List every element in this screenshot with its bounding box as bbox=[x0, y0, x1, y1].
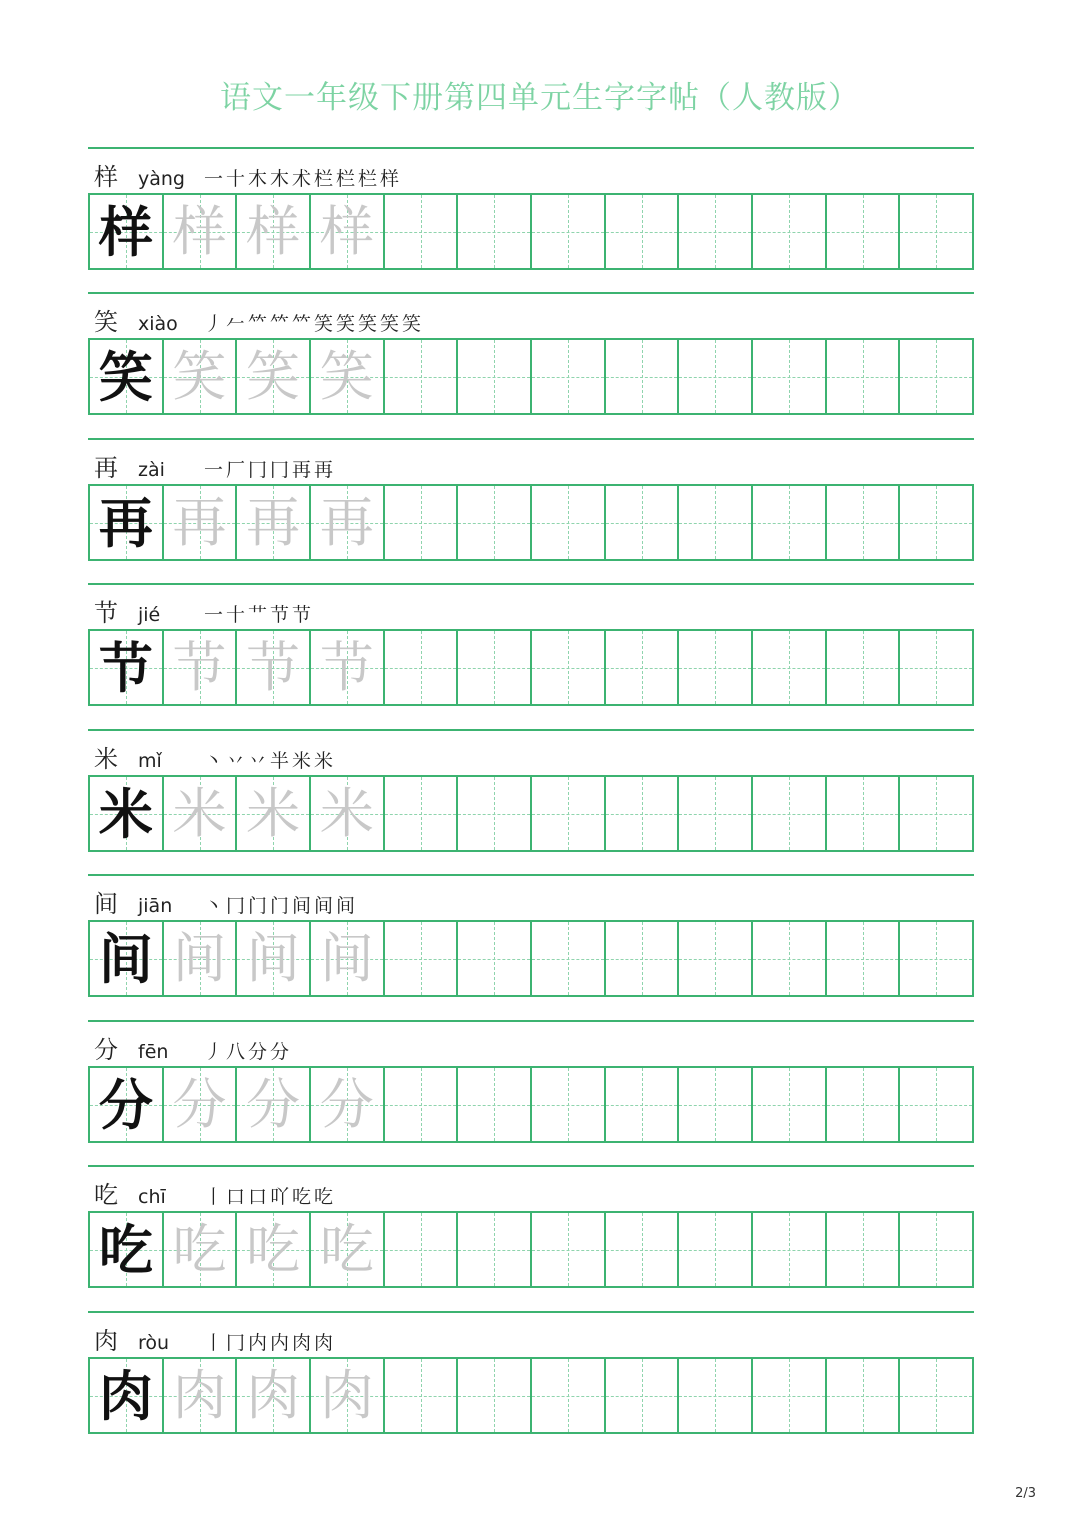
guide-line-horizontal bbox=[753, 232, 825, 233]
model-character: 肉 bbox=[98, 1363, 153, 1428]
empty-writing-cell[interactable] bbox=[456, 486, 530, 559]
empty-writing-cell[interactable] bbox=[751, 340, 825, 413]
trace-character: 肉 bbox=[246, 1363, 301, 1427]
guide-line-horizontal bbox=[385, 959, 457, 960]
grid-cell bbox=[309, 340, 383, 413]
stroke-order: 一十艹节节 bbox=[204, 604, 315, 626]
trace-character: 节 bbox=[172, 635, 227, 699]
guide-line-horizontal bbox=[753, 1396, 825, 1397]
empty-writing-cell[interactable] bbox=[677, 922, 751, 995]
writing-grid bbox=[88, 1211, 974, 1288]
trace-character: 笑 bbox=[172, 344, 227, 408]
guide-line-horizontal bbox=[385, 814, 457, 815]
empty-writing-cell[interactable] bbox=[751, 1213, 825, 1286]
empty-writing-cell[interactable] bbox=[604, 486, 678, 559]
guide-line-horizontal bbox=[679, 1250, 751, 1251]
guide-line-horizontal bbox=[679, 377, 751, 378]
guide-line-horizontal bbox=[458, 1105, 530, 1106]
grid-cell bbox=[309, 1213, 383, 1286]
empty-writing-cell[interactable] bbox=[898, 195, 972, 268]
guide-line-horizontal bbox=[753, 814, 825, 815]
empty-writing-cell[interactable] bbox=[677, 1068, 751, 1141]
model-character: 吃 bbox=[98, 1217, 153, 1282]
grid-cell bbox=[162, 340, 236, 413]
guide-line-horizontal bbox=[385, 1396, 457, 1397]
guide-line-horizontal bbox=[458, 814, 530, 815]
character-info bbox=[88, 1321, 336, 1359]
empty-writing-cell[interactable] bbox=[898, 340, 972, 413]
empty-writing-cell[interactable] bbox=[383, 486, 457, 559]
empty-writing-cell[interactable] bbox=[530, 1213, 604, 1286]
stroke-order: 一十木木术栏栏栏样 bbox=[204, 168, 403, 190]
guide-line-horizontal bbox=[679, 523, 751, 524]
guide-line-horizontal bbox=[827, 959, 899, 960]
grid-cell bbox=[235, 631, 309, 704]
stroke-order: 丿𠂉𥫗𥫗𥫗笑笑笑笑笑 bbox=[204, 313, 425, 335]
empty-writing-cell[interactable] bbox=[604, 1213, 678, 1286]
guide-line-horizontal bbox=[827, 1105, 899, 1106]
pinyin: mǐ bbox=[138, 750, 162, 772]
divider-line bbox=[88, 438, 974, 440]
empty-writing-cell[interactable] bbox=[604, 1068, 678, 1141]
page-title: 语文一年级下册第四单元生字字帖（人教版） bbox=[220, 80, 860, 116]
grid-cell bbox=[309, 922, 383, 995]
character-info bbox=[88, 157, 402, 195]
empty-writing-cell[interactable] bbox=[825, 195, 899, 268]
guide-line-horizontal bbox=[900, 523, 972, 524]
empty-writing-cell[interactable] bbox=[825, 777, 899, 850]
empty-writing-cell[interactable] bbox=[898, 1359, 972, 1432]
empty-writing-cell[interactable] bbox=[530, 1068, 604, 1141]
guide-line-horizontal bbox=[532, 523, 604, 524]
character-block bbox=[88, 438, 974, 578]
character-block bbox=[88, 1165, 974, 1305]
character-label: 再 bbox=[94, 454, 118, 482]
empty-writing-cell[interactable] bbox=[898, 777, 972, 850]
trace-character: 节 bbox=[319, 635, 374, 699]
writing-grid bbox=[88, 920, 974, 997]
guide-line-horizontal bbox=[458, 959, 530, 960]
empty-writing-cell[interactable] bbox=[751, 1359, 825, 1432]
empty-writing-cell[interactable] bbox=[751, 631, 825, 704]
guide-line-horizontal bbox=[606, 377, 678, 378]
grid-cell bbox=[309, 631, 383, 704]
empty-writing-cell[interactable] bbox=[456, 1213, 530, 1286]
guide-line-horizontal bbox=[900, 1396, 972, 1397]
empty-writing-cell[interactable] bbox=[383, 777, 457, 850]
guide-line-horizontal bbox=[385, 232, 457, 233]
character-block bbox=[88, 583, 974, 723]
page-number: 2/3 bbox=[1015, 1486, 1036, 1501]
empty-writing-cell[interactable] bbox=[530, 1359, 604, 1432]
grid-cell bbox=[235, 922, 309, 995]
grid-cell bbox=[90, 631, 162, 704]
grid-cell bbox=[309, 195, 383, 268]
grid-cell bbox=[162, 1213, 236, 1286]
empty-writing-cell[interactable] bbox=[825, 922, 899, 995]
character-info bbox=[88, 1030, 292, 1068]
pinyin: ròu bbox=[138, 1332, 170, 1354]
character-info bbox=[88, 1175, 336, 1213]
empty-writing-cell[interactable] bbox=[456, 922, 530, 995]
empty-writing-cell[interactable] bbox=[383, 631, 457, 704]
pinyin: jié bbox=[138, 604, 161, 626]
empty-writing-cell[interactable] bbox=[456, 777, 530, 850]
guide-line-horizontal bbox=[753, 668, 825, 669]
empty-writing-cell[interactable] bbox=[825, 631, 899, 704]
model-character: 笑 bbox=[98, 344, 153, 409]
guide-line-horizontal bbox=[679, 668, 751, 669]
guide-line-horizontal bbox=[532, 959, 604, 960]
writing-grid bbox=[88, 193, 974, 270]
trace-character: 样 bbox=[246, 199, 301, 263]
grid-cell bbox=[90, 1213, 162, 1286]
empty-writing-cell[interactable] bbox=[677, 631, 751, 704]
pinyin: fēn bbox=[138, 1041, 169, 1063]
empty-writing-cell[interactable] bbox=[898, 1068, 972, 1141]
empty-writing-cell[interactable] bbox=[604, 777, 678, 850]
guide-line-horizontal bbox=[679, 959, 751, 960]
divider-line bbox=[88, 583, 974, 585]
writing-grid bbox=[88, 484, 974, 561]
guide-line-horizontal bbox=[753, 523, 825, 524]
guide-line-horizontal bbox=[827, 668, 899, 669]
empty-writing-cell[interactable] bbox=[751, 922, 825, 995]
empty-writing-cell[interactable] bbox=[456, 1359, 530, 1432]
character-block bbox=[88, 292, 974, 432]
guide-line-horizontal bbox=[532, 232, 604, 233]
guide-line-horizontal bbox=[679, 1105, 751, 1106]
stroke-order: 丨冂内内肉肉 bbox=[204, 1332, 337, 1354]
divider-line bbox=[88, 874, 974, 876]
guide-line-horizontal bbox=[827, 814, 899, 815]
grid-cell bbox=[235, 486, 309, 559]
guide-line-horizontal bbox=[606, 523, 678, 524]
model-character: 样 bbox=[98, 199, 153, 264]
empty-writing-cell[interactable] bbox=[383, 195, 457, 268]
empty-writing-cell[interactable] bbox=[530, 631, 604, 704]
divider-line bbox=[88, 1165, 974, 1167]
guide-line-horizontal bbox=[900, 668, 972, 669]
empty-writing-cell[interactable] bbox=[751, 195, 825, 268]
empty-writing-cell[interactable] bbox=[898, 1213, 972, 1286]
pinyin: xiào bbox=[138, 313, 178, 335]
guide-line-horizontal bbox=[827, 1250, 899, 1251]
empty-writing-cell[interactable] bbox=[383, 1213, 457, 1286]
grid-cell bbox=[90, 922, 162, 995]
guide-line-horizontal bbox=[900, 377, 972, 378]
character-label: 吃 bbox=[94, 1181, 118, 1209]
trace-character: 分 bbox=[319, 1072, 374, 1136]
guide-line-horizontal bbox=[532, 1250, 604, 1251]
empty-writing-cell[interactable] bbox=[604, 1359, 678, 1432]
character-info bbox=[88, 739, 336, 777]
divider-line bbox=[88, 292, 974, 294]
guide-line-horizontal bbox=[458, 668, 530, 669]
empty-writing-cell[interactable] bbox=[383, 1068, 457, 1141]
empty-writing-cell[interactable] bbox=[898, 631, 972, 704]
guide-line-horizontal bbox=[753, 377, 825, 378]
character-block bbox=[88, 1311, 974, 1451]
guide-line-horizontal bbox=[827, 232, 899, 233]
grid-cell bbox=[90, 777, 162, 850]
character-info bbox=[88, 593, 314, 631]
guide-line-horizontal bbox=[385, 668, 457, 669]
guide-line-horizontal bbox=[458, 232, 530, 233]
grid-cell bbox=[309, 1068, 383, 1141]
empty-writing-cell[interactable] bbox=[825, 1359, 899, 1432]
trace-character: 间 bbox=[172, 926, 227, 990]
guide-line-horizontal bbox=[900, 814, 972, 815]
character-info bbox=[88, 302, 424, 340]
writing-grid bbox=[88, 775, 974, 852]
empty-writing-cell[interactable] bbox=[604, 922, 678, 995]
character-block bbox=[88, 729, 974, 869]
empty-writing-cell[interactable] bbox=[456, 631, 530, 704]
grid-cell bbox=[235, 1068, 309, 1141]
character-label: 间 bbox=[94, 890, 118, 918]
guide-line-horizontal bbox=[532, 1396, 604, 1397]
guide-line-horizontal bbox=[532, 377, 604, 378]
trace-character: 笑 bbox=[319, 344, 374, 408]
guide-line-horizontal bbox=[606, 232, 678, 233]
pinyin: chī bbox=[138, 1186, 166, 1208]
character-label: 样 bbox=[94, 163, 118, 191]
writing-grid bbox=[88, 338, 974, 415]
character-label: 节 bbox=[94, 599, 118, 627]
trace-character: 肉 bbox=[172, 1363, 227, 1427]
guide-line-horizontal bbox=[900, 1105, 972, 1106]
guide-line-horizontal bbox=[458, 1396, 530, 1397]
guide-line-horizontal bbox=[606, 1250, 678, 1251]
model-character: 再 bbox=[98, 490, 153, 555]
empty-writing-cell[interactable] bbox=[677, 486, 751, 559]
stroke-order: 一厂冂冂再再 bbox=[204, 459, 337, 481]
writing-grid bbox=[88, 1066, 974, 1143]
grid-cell bbox=[162, 1359, 236, 1432]
grid-cell bbox=[90, 1359, 162, 1432]
grid-cell bbox=[162, 631, 236, 704]
empty-writing-cell[interactable] bbox=[825, 1068, 899, 1141]
writing-grid bbox=[88, 1357, 974, 1434]
empty-writing-cell[interactable] bbox=[530, 922, 604, 995]
guide-line-horizontal bbox=[385, 377, 457, 378]
guide-line-horizontal bbox=[679, 814, 751, 815]
divider-line bbox=[88, 1020, 974, 1022]
guide-line-horizontal bbox=[385, 1250, 457, 1251]
empty-writing-cell[interactable] bbox=[825, 340, 899, 413]
pinyin: jiān bbox=[138, 895, 173, 917]
guide-line-horizontal bbox=[753, 959, 825, 960]
model-character: 分 bbox=[98, 1072, 153, 1137]
guide-line-horizontal bbox=[753, 1105, 825, 1106]
empty-writing-cell[interactable] bbox=[677, 777, 751, 850]
writing-grid bbox=[88, 629, 974, 706]
stroke-order: 丶丷丷半米米 bbox=[204, 750, 337, 772]
grid-cell bbox=[309, 1359, 383, 1432]
guide-line-horizontal bbox=[532, 1105, 604, 1106]
trace-character: 样 bbox=[172, 199, 227, 263]
guide-line-horizontal bbox=[900, 959, 972, 960]
grid-cell bbox=[90, 486, 162, 559]
grid-cell bbox=[90, 1068, 162, 1141]
grid-cell bbox=[235, 1213, 309, 1286]
guide-line-horizontal bbox=[458, 1250, 530, 1251]
grid-cell bbox=[309, 777, 383, 850]
character-label: 米 bbox=[94, 745, 118, 773]
empty-writing-cell[interactable] bbox=[530, 486, 604, 559]
trace-character: 间 bbox=[246, 926, 301, 990]
empty-writing-cell[interactable] bbox=[604, 340, 678, 413]
grid-cell bbox=[162, 1068, 236, 1141]
stroke-order: 丿八分分 bbox=[204, 1041, 293, 1063]
character-label: 分 bbox=[94, 1036, 118, 1064]
empty-writing-cell[interactable] bbox=[751, 486, 825, 559]
trace-character: 分 bbox=[246, 1072, 301, 1136]
empty-writing-cell[interactable] bbox=[604, 631, 678, 704]
character-block bbox=[88, 147, 974, 287]
empty-writing-cell[interactable] bbox=[677, 195, 751, 268]
trace-character: 节 bbox=[246, 635, 301, 699]
grid-cell bbox=[162, 922, 236, 995]
guide-line-horizontal bbox=[606, 959, 678, 960]
empty-writing-cell[interactable] bbox=[456, 1068, 530, 1141]
character-block bbox=[88, 874, 974, 1014]
guide-line-horizontal bbox=[753, 1250, 825, 1251]
guide-line-horizontal bbox=[679, 1396, 751, 1397]
grid-cell bbox=[162, 195, 236, 268]
guide-line-horizontal bbox=[385, 523, 457, 524]
guide-line-horizontal bbox=[458, 377, 530, 378]
trace-character: 吃 bbox=[172, 1217, 227, 1281]
empty-writing-cell[interactable] bbox=[530, 340, 604, 413]
trace-character: 肉 bbox=[319, 1363, 374, 1427]
guide-line-horizontal bbox=[827, 523, 899, 524]
guide-line-horizontal bbox=[532, 814, 604, 815]
grid-cell bbox=[162, 777, 236, 850]
empty-writing-cell[interactable] bbox=[825, 486, 899, 559]
empty-writing-cell[interactable] bbox=[383, 340, 457, 413]
character-label: 肉 bbox=[94, 1327, 118, 1355]
guide-line-horizontal bbox=[606, 668, 678, 669]
divider-line bbox=[88, 1311, 974, 1313]
trace-character: 笑 bbox=[246, 344, 301, 408]
empty-writing-cell[interactable] bbox=[751, 777, 825, 850]
pinyin: zài bbox=[138, 459, 165, 481]
empty-writing-cell[interactable] bbox=[677, 340, 751, 413]
empty-writing-cell[interactable] bbox=[825, 1213, 899, 1286]
character-info bbox=[88, 448, 336, 486]
grid-cell bbox=[235, 340, 309, 413]
empty-writing-cell[interactable] bbox=[677, 1359, 751, 1432]
empty-writing-cell[interactable] bbox=[898, 486, 972, 559]
guide-line-horizontal bbox=[606, 1105, 678, 1106]
trace-character: 米 bbox=[172, 781, 227, 845]
character-label: 笑 bbox=[94, 308, 118, 336]
grid-cell bbox=[235, 195, 309, 268]
empty-writing-cell[interactable] bbox=[751, 1068, 825, 1141]
trace-character: 分 bbox=[172, 1072, 227, 1136]
trace-character: 间 bbox=[319, 926, 374, 990]
model-character: 间 bbox=[98, 926, 153, 991]
grid-cell bbox=[235, 1359, 309, 1432]
grid-cell bbox=[235, 777, 309, 850]
empty-writing-cell[interactable] bbox=[456, 195, 530, 268]
guide-line-horizontal bbox=[458, 523, 530, 524]
trace-character: 再 bbox=[172, 490, 227, 554]
guide-line-horizontal bbox=[900, 1250, 972, 1251]
guide-line-horizontal bbox=[900, 232, 972, 233]
trace-character: 米 bbox=[246, 781, 301, 845]
guide-line-horizontal bbox=[385, 1105, 457, 1106]
empty-writing-cell[interactable] bbox=[604, 195, 678, 268]
character-info bbox=[88, 884, 358, 922]
trace-character: 吃 bbox=[246, 1217, 301, 1281]
empty-writing-cell[interactable] bbox=[677, 1213, 751, 1286]
grid-cell bbox=[90, 340, 162, 413]
pinyin: yàng bbox=[138, 168, 185, 190]
empty-writing-cell[interactable] bbox=[456, 340, 530, 413]
trace-character: 吃 bbox=[319, 1217, 374, 1281]
stroke-order: 丨口口吖吃吃 bbox=[204, 1186, 337, 1208]
trace-character: 米 bbox=[319, 781, 374, 845]
divider-line bbox=[88, 729, 974, 731]
guide-line-horizontal bbox=[532, 668, 604, 669]
character-block bbox=[88, 1020, 974, 1160]
guide-line-horizontal bbox=[679, 232, 751, 233]
trace-character: 再 bbox=[319, 490, 374, 554]
model-character: 米 bbox=[98, 781, 153, 846]
guide-line-horizontal bbox=[606, 814, 678, 815]
empty-writing-cell[interactable] bbox=[530, 777, 604, 850]
grid-cell bbox=[162, 486, 236, 559]
trace-character: 样 bbox=[319, 199, 374, 263]
divider-line bbox=[88, 147, 974, 149]
model-character: 节 bbox=[98, 635, 153, 700]
empty-writing-cell[interactable] bbox=[898, 922, 972, 995]
guide-line-horizontal bbox=[827, 377, 899, 378]
guide-line-horizontal bbox=[827, 1396, 899, 1397]
stroke-order: 丶冂门门间间间 bbox=[204, 895, 359, 917]
empty-writing-cell[interactable] bbox=[383, 1359, 457, 1432]
guide-line-horizontal bbox=[606, 1396, 678, 1397]
empty-writing-cell[interactable] bbox=[530, 195, 604, 268]
empty-writing-cell[interactable] bbox=[383, 922, 457, 995]
trace-character: 再 bbox=[246, 490, 301, 554]
grid-cell bbox=[309, 486, 383, 559]
grid-cell bbox=[90, 195, 162, 268]
